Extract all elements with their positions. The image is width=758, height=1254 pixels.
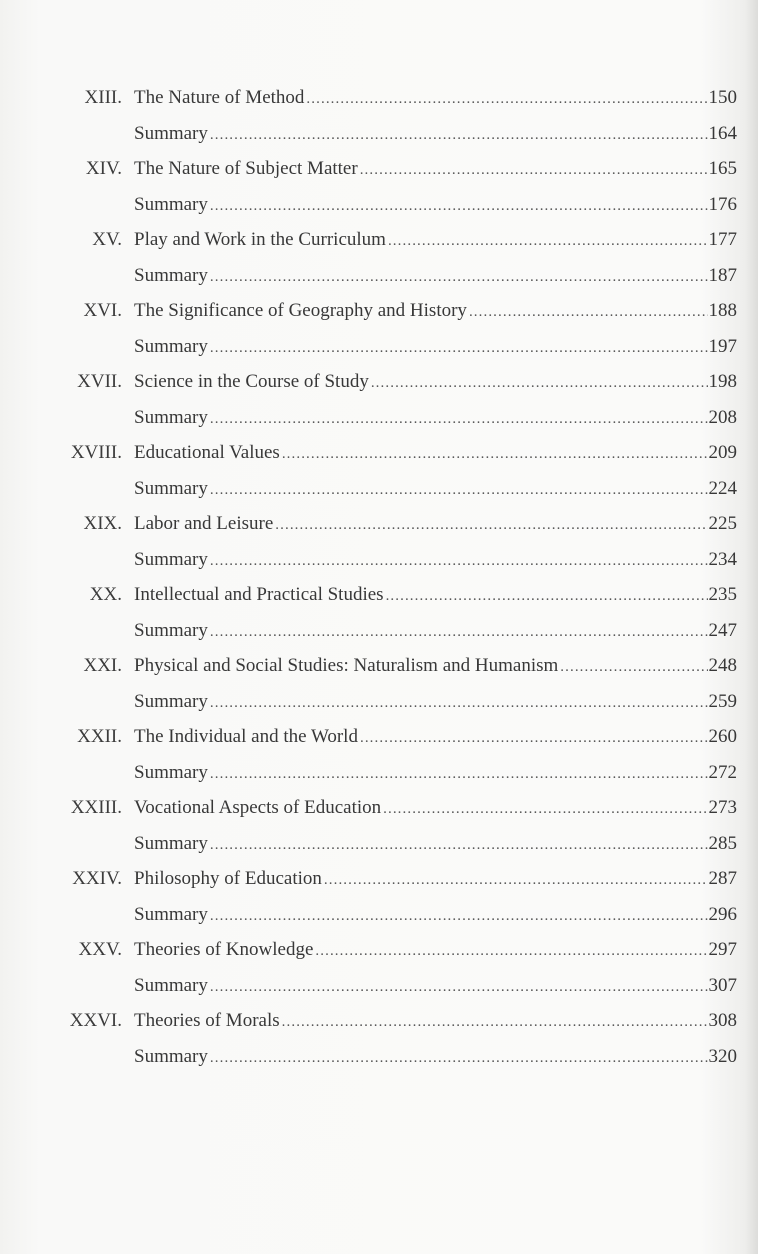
chapter-numeral: XVII.: [77, 371, 122, 392]
summary-title: Summary: [134, 832, 208, 854]
page-number: 165: [708, 158, 737, 179]
dot-leader: [275, 511, 707, 539]
toc-entry: [0, 475, 758, 511]
chapter-title: The Individual and the World: [134, 726, 358, 747]
toc-entry: [0, 333, 758, 369]
toc-entry: [0, 368, 758, 404]
dot-leader: [282, 440, 708, 468]
chapter-title: Theories of Morals: [134, 1010, 280, 1031]
summary-title: Summary: [134, 477, 208, 499]
chapter-numeral: XV.: [92, 229, 122, 250]
toc-line: [134, 723, 737, 752]
toc-entry: [0, 936, 758, 972]
toc-entry: [0, 155, 758, 191]
dot-leader: [210, 902, 708, 930]
toc-line: [134, 830, 737, 859]
toc-entry: [0, 865, 758, 901]
dot-leader: [210, 547, 708, 575]
toc-line: [134, 1043, 737, 1072]
toc-line: [134, 688, 737, 717]
toc-line: [134, 297, 737, 326]
toc-line: [134, 120, 737, 149]
toc-entry: [0, 581, 758, 617]
dot-leader: [386, 582, 708, 610]
toc-entry: [0, 297, 758, 333]
toc-line: [134, 333, 737, 362]
chapter-title: Intellectual and Practical Studies: [134, 584, 384, 605]
dot-leader: [360, 156, 708, 184]
chapter-numeral: XXI.: [83, 655, 122, 676]
dot-leader: [282, 1008, 708, 1036]
toc-line: [134, 794, 737, 823]
toc-line: [134, 84, 737, 113]
chapter-title: Science in the Course of Study: [134, 371, 369, 392]
toc-line: [134, 510, 737, 539]
summary-title: Summary: [134, 193, 208, 215]
toc-line: [134, 262, 737, 291]
chapter-numeral: XXIV.: [72, 868, 122, 889]
chapter-numeral: XX.: [89, 584, 122, 605]
page-number: 320: [708, 1045, 737, 1067]
page-number: 247: [708, 619, 737, 641]
page-number: 188: [708, 300, 737, 321]
page-number: 259: [708, 690, 737, 712]
page-number: 260: [708, 726, 737, 747]
page-number: 273: [708, 797, 737, 818]
summary-title: Summary: [134, 761, 208, 783]
toc-entry: [0, 546, 758, 582]
summary-title: Summary: [134, 1045, 208, 1067]
page-number: 208: [708, 406, 737, 428]
toc-entry: [0, 617, 758, 653]
toc-line: [134, 1007, 737, 1036]
chapter-numeral: XXIII.: [70, 797, 122, 818]
dot-leader: [210, 334, 708, 362]
dot-leader: [210, 1044, 708, 1072]
summary-title: Summary: [134, 548, 208, 570]
summary-title: Summary: [134, 903, 208, 925]
toc-line: [134, 155, 737, 184]
toc-line: [134, 652, 737, 681]
page-number: 176: [708, 193, 737, 215]
chapter-title: The Nature of Subject Matter: [134, 158, 358, 179]
summary-title: Summary: [134, 974, 208, 996]
page-number: 209: [708, 442, 737, 463]
dot-leader: [210, 121, 708, 149]
toc-line: [134, 368, 737, 397]
dot-leader: [210, 618, 708, 646]
toc-entry: [0, 794, 758, 830]
chapter-title: Labor and Leisure: [134, 513, 274, 534]
toc-entry: [0, 510, 758, 546]
toc-entry: [0, 84, 758, 120]
toc-line: [134, 475, 737, 504]
dot-leader: [210, 405, 708, 433]
dot-leader: [560, 653, 707, 681]
toc-line: [134, 404, 737, 433]
chapter-title: The Nature of Method: [134, 87, 305, 108]
table-of-contents: [0, 84, 758, 1078]
toc-line: [134, 581, 737, 610]
page-number: 177: [708, 229, 737, 250]
toc-entry: [0, 191, 758, 227]
chapter-title: The Significance of Geography and History: [134, 300, 467, 321]
toc-entry: [0, 759, 758, 795]
toc-entry: [0, 439, 758, 475]
toc-line: [134, 546, 737, 575]
toc-line: [134, 226, 737, 255]
page-number: 307: [708, 974, 737, 996]
dot-leader: [388, 227, 708, 255]
chapter-title: Play and Work in the Curriculum: [134, 229, 386, 250]
chapter-title: Theories of Knowledge: [134, 939, 314, 960]
page-number: 234: [708, 548, 737, 570]
chapter-title: Educational Values: [134, 442, 280, 463]
chapter-title: Philosophy of Education: [134, 868, 322, 889]
summary-title: Summary: [134, 122, 208, 144]
toc-entry: [0, 262, 758, 298]
toc-line: [134, 617, 737, 646]
page-number: 287: [708, 868, 737, 889]
dot-leader: [210, 973, 708, 1001]
summary-title: Summary: [134, 619, 208, 641]
dot-leader: [210, 760, 708, 788]
dot-leader: [210, 831, 708, 859]
summary-title: Summary: [134, 264, 208, 286]
chapter-numeral: XXV.: [78, 939, 122, 960]
page-number: 272: [708, 761, 737, 783]
chapter-numeral: XIX.: [83, 513, 122, 534]
dot-leader: [324, 866, 708, 894]
toc-line: [134, 936, 737, 965]
toc-line: [134, 439, 737, 468]
toc-entry: [0, 1007, 758, 1043]
toc-line: [134, 901, 737, 930]
toc-line: [134, 191, 737, 220]
toc-entry: [0, 404, 758, 440]
toc-entry: [0, 226, 758, 262]
page-number: 150: [708, 87, 737, 108]
page-number: 224: [708, 477, 737, 499]
dot-leader: [210, 263, 708, 291]
toc-line: [134, 865, 737, 894]
page-number: 198: [708, 371, 737, 392]
page-number: 187: [708, 264, 737, 286]
chapter-title: Physical and Social Studies: Naturalism and Humanism: [134, 655, 559, 676]
page-number: 285: [708, 832, 737, 854]
toc-entry: [0, 688, 758, 724]
toc-entry: [0, 723, 758, 759]
chapter-numeral: XIV.: [85, 158, 122, 179]
dot-leader: [360, 724, 708, 752]
toc-entry: [0, 652, 758, 688]
dot-leader: [469, 298, 708, 326]
chapter-numeral: XVIII.: [70, 442, 122, 463]
page-number: 296: [708, 903, 737, 925]
page-number: 225: [708, 513, 737, 534]
page-number: 197: [708, 335, 737, 357]
dot-leader: [383, 795, 707, 823]
dot-leader: [306, 85, 707, 113]
chapter-numeral: XIII.: [84, 87, 122, 108]
page-number: 235: [708, 584, 737, 605]
toc-entry: [0, 1043, 758, 1079]
toc-entry: [0, 901, 758, 937]
toc-entry: [0, 120, 758, 156]
summary-title: Summary: [134, 335, 208, 357]
dot-leader: [210, 192, 708, 220]
toc-entry: [0, 972, 758, 1008]
dot-leader: [210, 476, 708, 504]
page-number: 248: [708, 655, 737, 676]
chapter-title: Vocational Aspects of Education: [134, 797, 382, 818]
toc-line: [134, 759, 737, 788]
toc-entry: [0, 830, 758, 866]
dot-leader: [315, 937, 707, 965]
chapter-numeral: XVI.: [83, 300, 122, 321]
toc-line: [134, 972, 737, 1001]
dot-leader: [210, 689, 708, 717]
dot-leader: [371, 369, 708, 397]
chapter-numeral: XXVI.: [69, 1010, 122, 1031]
summary-title: Summary: [134, 690, 208, 712]
page-number: 297: [708, 939, 737, 960]
page-number: 308: [708, 1010, 737, 1031]
chapter-numeral: XXII.: [77, 726, 122, 747]
summary-title: Summary: [134, 406, 208, 428]
page-number: 164: [708, 122, 737, 144]
